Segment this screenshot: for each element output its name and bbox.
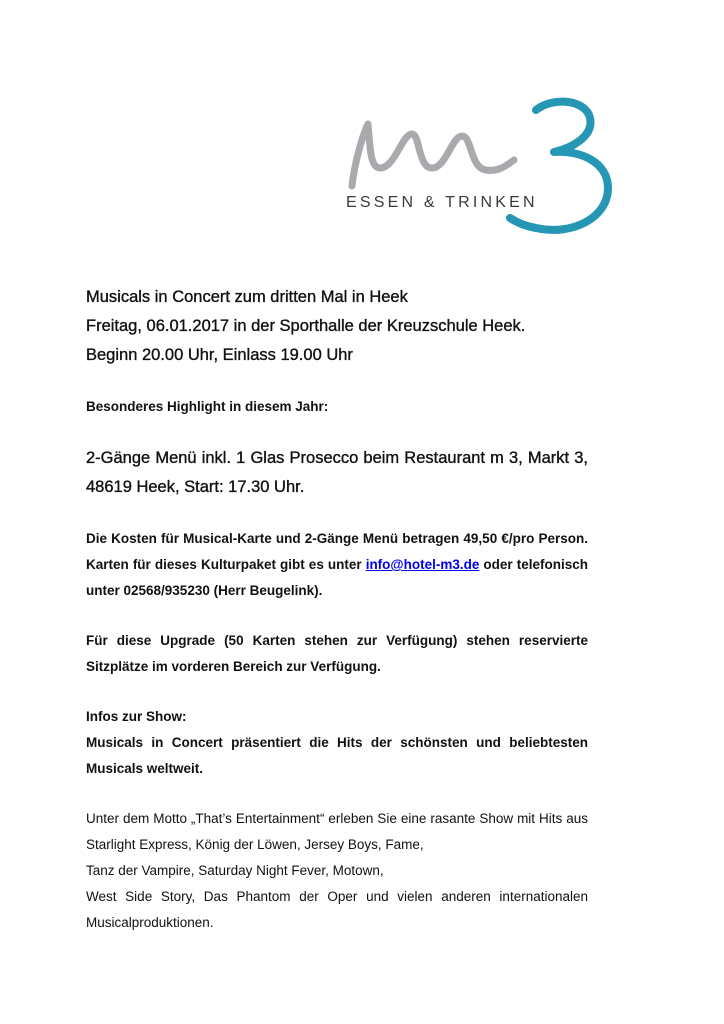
headline-date-venue: Freitag, 06.01.2017 in der Sporthalle der Kreuzschule Heek.: [86, 317, 526, 335]
description-line-1: Unter dem Motto „That’s Entertainment“ erleben Sie eine rasante Show mit Hits aus Starlight Express, König der Löwen, Jersey Boys, Fame,: [86, 811, 588, 852]
headline-times: Beginn 20.00 Uhr, Einlass 19.00 Uhr: [86, 346, 353, 364]
pricing-text-before: Die Kosten für Musical-Karte und 2-Gänge Menü betragen 49,50 €/pro Person. Karten für dieses Kulturpaket gibt es unter: [86, 531, 588, 572]
m3-logo-mark: [340, 96, 620, 236]
seating-paragraph: Für diese Upgrade (50 Karten stehen zur Verfügung) stehen reservierte Sitzplätze im vorderen Bereich zur Verfügung.: [86, 633, 588, 674]
highlight-intro: Besonderes Highlight in diesem Jahr:: [86, 399, 329, 414]
show-info-label: Infos zur Show:: [86, 709, 187, 724]
description-line-2: Tanz der Vampire, Saturday Night Fever, Motown,: [86, 863, 384, 878]
email-link[interactable]: info@hotel-m3.de: [365, 557, 480, 572]
logo-wordmark: ESSEN & TRINKEN: [346, 194, 538, 211]
m3-logo: [340, 96, 620, 236]
description-line-3: West Side Story, Das Phantom der Oper und vielen anderen internationalen Musicalproduktionen.: [86, 889, 588, 930]
headline-title: Musicals in Concert zum dritten Mal in Heek: [86, 288, 408, 306]
document-body: [86, 283, 588, 936]
pricing-paragraph: [86, 526, 588, 604]
highlight-offer: 2-Gänge Menü inkl. 1 Glas Prosecco beim Restaurant m 3, Markt 3, 48619 Heek, Start: 17.30 Uhr.: [86, 449, 588, 496]
pricing-text-after: oder telefonisch unter 02568/935230 (Herr Beugelink).: [86, 557, 588, 598]
show-info-text: Musicals in Concert präsentiert die Hits der schönsten und beliebtesten Musicals weltweit.: [86, 735, 588, 776]
